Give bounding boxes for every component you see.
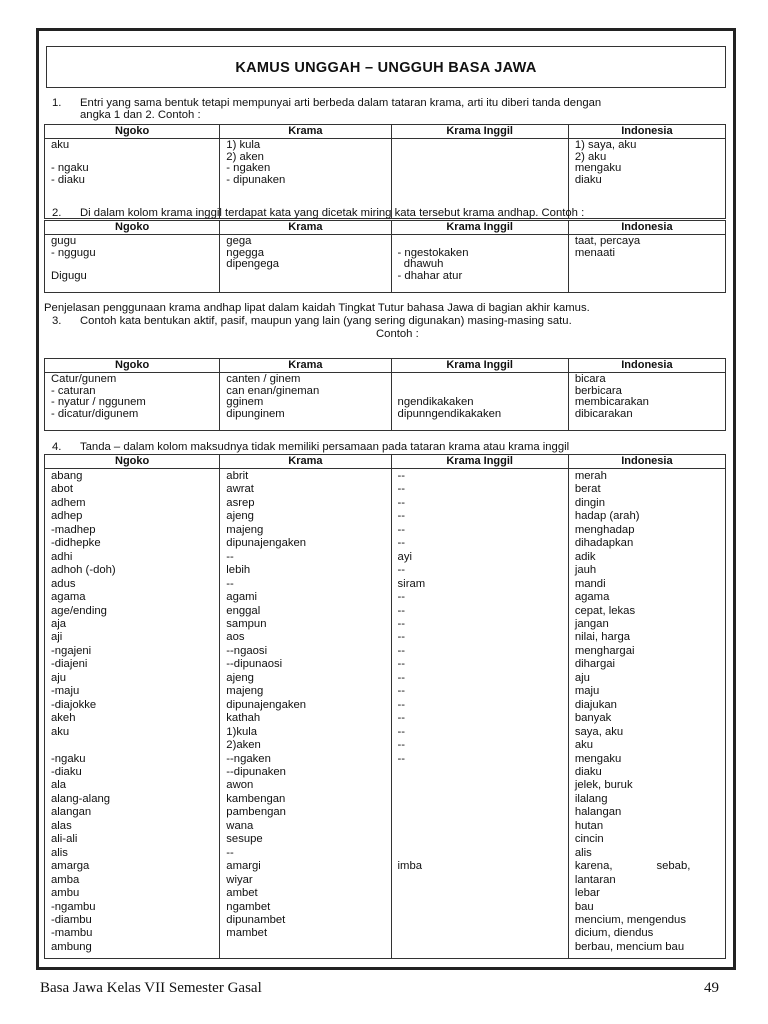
ngoko-column: abang abot adhem adhep -madhep -didhepke adhi adhoh (-doh) adus agama age/ending aja aji -ngajeni -diajeni aju -maju -diajokke akeh aku -ngaku -diaku ala alang-alang alangan alas ali-ali alis amarga amba ambu -ngambu -diambu -mambu ambung (45, 469, 220, 959)
section-1-table (44, 124, 726, 219)
section-3-table (44, 358, 726, 431)
header-ngoko: Ngoko (45, 455, 220, 469)
krama-cell: canten / ginem can enan/gineman gginem dipunginem (220, 373, 391, 431)
header-krama: Krama (220, 125, 391, 139)
header-indonesia: Indonesia (568, 125, 725, 139)
header-ngoko: Ngoko (45, 125, 220, 139)
header-krama-inggil: Krama Inggil (391, 125, 568, 139)
section-3-text: Contoh kata bentukan aktif, pasif, maupun yang lain (yang sering digunakan) masing-masing satu. (80, 315, 572, 327)
section-4-number: 4. (52, 441, 62, 453)
section-1-text-line2: angka 1 dan 2. Contoh : (80, 109, 201, 121)
indonesia-cell: bicara berbicara membicarakan dibicarakan (568, 373, 725, 431)
footer-page-number: 49 (704, 980, 719, 996)
header-indonesia: Indonesia (568, 221, 725, 235)
section-4-table (44, 454, 726, 959)
ngoko-cell: Catur/gunem - caturan - nyatur / nggunem - dicatur/digunem (45, 373, 220, 431)
section-3-number: 3. (52, 315, 62, 327)
header-ngoko: Ngoko (45, 221, 220, 235)
section-1-text-line1: Entri yang sama bentuk tetapi mempunyai arti berbeda dalam tataran krama, arti itu diberi tanda dengan (80, 97, 602, 109)
header-krama-inggil: Krama Inggil (391, 455, 568, 469)
header-indonesia: Indonesia (568, 455, 725, 469)
footer-book-title: Basa Jawa Kelas VII Semester Gasal (40, 980, 262, 996)
header-krama-inggil: Krama Inggil (391, 221, 568, 235)
krama-cell: gega ngegga dipengega (220, 235, 391, 293)
indonesia-cell: taat, percaya menaati (568, 235, 725, 293)
header-krama: Krama (220, 359, 391, 373)
indonesia-column: merah berat dingin hadap (arah) menghadap dihadapkan adik jauh mandi agama cepat, lekas jangan nilai, harga menghargai dihargai aju maju diajukan banyak saya, aku aku mengaku diaku jelek, buruk ilalang halangan hutan cincin alis karena, sebab, lantaran lebar bau mencium, mengendus dicium, diendus berbau, mencium bau (568, 469, 725, 959)
section-1-number: 1. (52, 97, 62, 109)
header-krama-inggil: Krama Inggil (391, 359, 568, 373)
ngoko-cell: aku - ngaku - diaku (45, 139, 220, 219)
section-2-table (44, 220, 726, 293)
note-text: Penjelasan penggunaan krama andhap lipat dalam kaidah Tingkat Tutur bahasa Jawa di bagian akhir kamus. (44, 302, 590, 314)
ngoko-cell: gugu - nggugu Digugu (45, 235, 220, 293)
header-krama: Krama (220, 455, 391, 469)
header-krama: Krama (220, 221, 391, 235)
header-indonesia: Indonesia (568, 359, 725, 373)
krama-column: abrit awrat asrep ajeng majeng dipunajengaken -- lebih -- agami enggal sampun aos --ngaosi --dipunaosi ajeng majeng dipunajengaken kathah 1)kula 2)aken --ngaken --dipunaken awon kambengan pambengan wana sesupe -- amargi wiyar ambet ngambet dipunambet mambet (220, 469, 391, 959)
section-2-text: Di dalam kolom krama inggil terdapat kata yang dicetak miring kata tersebut krama andhap. Contoh : (80, 207, 585, 219)
krama-inggil-cell: ngendikakaken dipunngendikakaken (391, 373, 568, 431)
krama-cell: 1) kula 2) aken - ngaken - dipunaken (220, 139, 391, 219)
section-3-contoh: Contoh : (376, 328, 419, 340)
section-2-number: 2. (52, 207, 62, 219)
krama-inggil-column: -- -- -- -- -- -- ayi -- siram -- -- -- -- -- -- -- -- -- -- -- -- -- imba (391, 469, 568, 959)
krama-inggil-cell: - ngestokaken dhawuh - dhahar atur (391, 235, 568, 293)
indonesia-cell: 1) saya, aku 2) aku mengaku diaku (568, 139, 725, 219)
page-title: KAMUS UNGGAH – UNGGUH BASA JAWA (46, 46, 726, 88)
header-ngoko: Ngoko (45, 359, 220, 373)
section-4-text: Tanda – dalam kolom maksudnya tidak memiliki persamaan pada tataran krama atau krama inggil (80, 441, 570, 453)
